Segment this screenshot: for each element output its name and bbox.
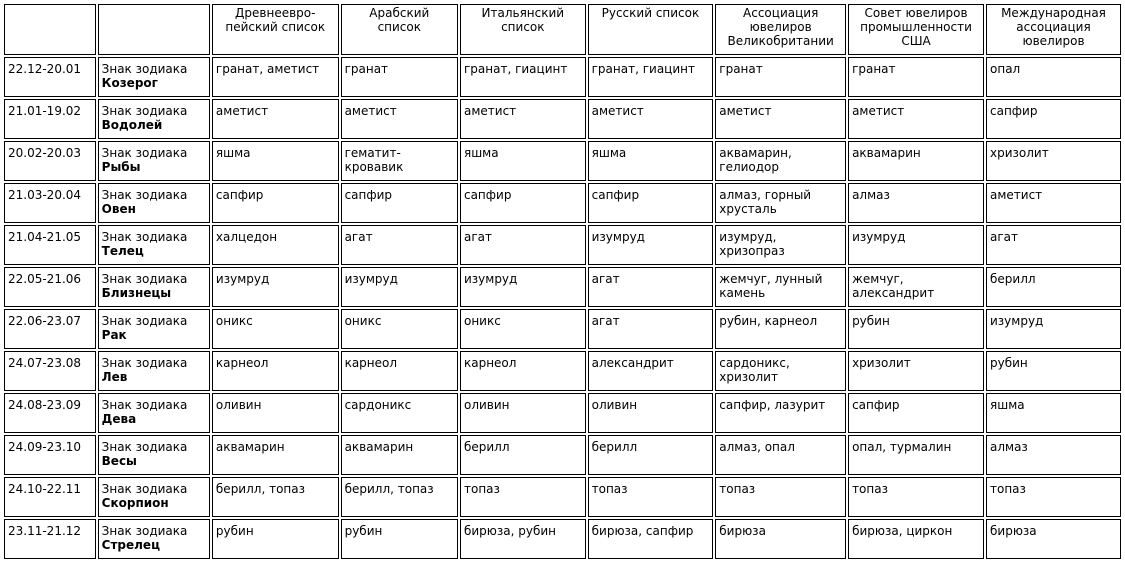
gemstone-cell: агат [341,225,458,265]
gemstone-cell: изумруд [341,267,458,307]
table-row [4,57,1121,97]
sign-name-label: Близнецы [101,286,172,300]
date-range-cell: 24.09-23.10 [4,435,96,475]
gemstone-cell: опал [986,57,1121,97]
sign-name-label: Овен [101,202,136,216]
gemstone-cell: аквамарин [341,435,458,475]
gemstone-cell: рубин [212,519,339,559]
gemstone-cell: агат [588,309,714,349]
table-row [4,225,1121,265]
sign-prefix-label: Знак зодиака [101,524,188,538]
gemstone-cell: оникс [460,309,586,349]
gemstone-cell: изумруд [460,267,586,307]
sign-prefix-label: Знак зодиака [101,230,188,244]
gemstone-cell: гематит- кровавик [341,141,458,181]
gemstone-cell: бирюза, сапфир [588,519,714,559]
table-row [4,477,1121,517]
gemstone-cell: оникс [212,309,339,349]
sign-name-label: Телец [101,244,144,258]
gemstone-cell: берилл, топаз [341,477,458,517]
gemstone-cell: берилл, топаз [212,477,339,517]
zodiac-gemstone-table [2,2,1123,561]
sign-prefix-label: Знак зодиака [101,482,188,496]
header-date-cell [4,4,96,55]
gemstone-cell: аметист [986,183,1121,223]
gemstone-cell: изумруд [986,309,1121,349]
sign-name-label: Скорпион [101,496,169,510]
gemstone-cell: берилл [986,267,1121,307]
sign-name-label: Рыбы [101,160,141,174]
gemstone-cell: рубин [986,351,1121,391]
gemstone-cell: топаз [460,477,586,517]
gemstone-cell: изумруд [588,225,714,265]
table-row [4,267,1121,307]
sign-prefix-label: Знак зодиака [101,146,188,160]
gemstone-cell: аквамарин, гелиодор [715,141,846,181]
header-us-jewelers-council: Совет ювелиров промышленности США [848,4,984,55]
gemstone-cell: гранат [715,57,846,97]
gemstone-cell: оливин [212,393,339,433]
gemstone-cell: бирюза [715,519,846,559]
zodiac-sign-cell [98,351,210,391]
table-row [4,393,1121,433]
header-uk-jewelers: Ассоциация ювелиров Великобритании [715,4,846,55]
sign-prefix-label: Знак зодиака [101,62,188,76]
gemstone-cell: берилл [588,435,714,475]
header-intl-jewelers: Международная ассоциация ювелиров [986,4,1121,55]
gemstone-cell: опал, турмалин [848,435,984,475]
header-sign-cell [98,4,210,55]
date-range-cell: 21.04-21.05 [4,225,96,265]
date-range-cell: 24.10-22.11 [4,477,96,517]
sign-prefix-label: Знак зодиака [101,356,188,370]
zodiac-sign-cell [98,435,210,475]
gemstone-cell: алмаз, горный хрусталь [715,183,846,223]
gemstone-cell: яшма [460,141,586,181]
gemstone-cell: сапфир, лазурит [715,393,846,433]
gemstone-cell: бирюза, рубин [460,519,586,559]
sign-prefix-label: Знак зодиака [101,440,188,454]
gemstone-cell: хризолит [848,351,984,391]
gemstone-cell: яшма [212,141,339,181]
gemstone-cell: халцедон [212,225,339,265]
gemstone-cell: алмаз [848,183,984,223]
date-range-cell: 24.08-23.09 [4,393,96,433]
gemstone-cell: сапфир [460,183,586,223]
gemstone-cell: хризолит [986,141,1121,181]
gemstone-cell: аметист [341,99,458,139]
date-range-cell: 22.06-23.07 [4,309,96,349]
gemstone-cell: аквамарин [848,141,984,181]
gemstone-cell: берилл [460,435,586,475]
date-range-cell: 21.03-20.04 [4,183,96,223]
sign-name-label: Рак [101,328,127,342]
gemstone-cell: изумруд [848,225,984,265]
gemstone-cell: оливин [460,393,586,433]
sign-prefix-label: Знак зодиака [101,188,188,202]
gemstone-cell: сардоникс [341,393,458,433]
gemstone-cell: алмаз [986,435,1121,475]
gemstone-cell: гранат [848,57,984,97]
sign-name-label: Водолей [101,118,163,132]
gemstone-cell: аметист [848,99,984,139]
gemstone-cell: гранат, аметист [212,57,339,97]
date-range-cell: 24.07-23.08 [4,351,96,391]
gemstone-cell: агат [588,267,714,307]
gemstone-cell: яшма [588,141,714,181]
date-range-cell: 22.05-21.06 [4,267,96,307]
table-row [4,183,1121,223]
sign-prefix-label: Знак зодиака [101,314,188,328]
gemstone-cell: гранат, гиацинт [460,57,586,97]
gemstone-cell: агат [986,225,1121,265]
table-header [4,4,1121,55]
gemstone-cell: оливин [588,393,714,433]
zodiac-sign-cell [98,225,210,265]
header-arabic-list: Арабский список [341,4,458,55]
sign-name-label: Лев [101,370,128,384]
gemstone-cell: изумруд, хризопраз [715,225,846,265]
gemstone-cell: изумруд [212,267,339,307]
header-russian-list: Русский список [588,4,714,55]
gemstone-cell: алмаз, опал [715,435,846,475]
zodiac-sign-cell [98,267,210,307]
gemstone-cell: сардоникс, хризолит [715,351,846,391]
gemstone-cell: аметист [460,99,586,139]
gemstone-cell: сапфир [341,183,458,223]
header-row [4,4,1121,55]
gemstone-cell: сапфир [986,99,1121,139]
gemstone-cell: аметист [715,99,846,139]
gemstone-cell: карнеол [212,351,339,391]
zodiac-sign-cell [98,183,210,223]
sign-prefix-label: Знак зодиака [101,272,188,286]
zodiac-sign-cell [98,309,210,349]
gemstone-cell: топаз [715,477,846,517]
gemstone-cell: яшма [986,393,1121,433]
gemstone-cell: жемчуг, александрит [848,267,984,307]
gemstone-cell: агат [460,225,586,265]
gemstone-cell: карнеол [341,351,458,391]
gemstone-cell: аметист [588,99,714,139]
gemstone-cell: оникс [341,309,458,349]
table-row [4,519,1121,559]
date-range-cell: 21.01-19.02 [4,99,96,139]
header-european-list: Древнеевро- пейский список [212,4,339,55]
gemstone-cell: топаз [588,477,714,517]
header-italian-list: Итальянский список [460,4,586,55]
table-row [4,309,1121,349]
date-range-cell: 22.12-20.01 [4,57,96,97]
gemstone-cell: гранат, гиацинт [588,57,714,97]
zodiac-sign-cell [98,477,210,517]
gemstone-cell: топаз [986,477,1121,517]
gemstone-cell: рубин [341,519,458,559]
table-row [4,99,1121,139]
gemstone-cell: аквамарин [212,435,339,475]
gemstone-cell: аметист [212,99,339,139]
gemstone-cell: жемчуг, лунный камень [715,267,846,307]
date-range-cell: 23.11-21.12 [4,519,96,559]
table-row [4,435,1121,475]
table-row [4,141,1121,181]
table-row [4,351,1121,391]
gemstone-cell: бирюза, циркон [848,519,984,559]
sign-prefix-label: Знак зодиака [101,398,188,412]
sign-name-label: Дева [101,412,137,426]
zodiac-sign-cell [98,57,210,97]
zodiac-sign-cell [98,519,210,559]
gemstone-cell: рубин [848,309,984,349]
sign-prefix-label: Знак зодиака [101,104,188,118]
table-body [4,57,1121,559]
sign-name-label: Весы [101,454,137,468]
gemstone-cell: рубин, карнеол [715,309,846,349]
gemstone-cell: сапфир [848,393,984,433]
gemstone-cell: топаз [848,477,984,517]
zodiac-sign-cell [98,99,210,139]
zodiac-sign-cell [98,141,210,181]
gemstone-cell: александрит [588,351,714,391]
date-range-cell: 20.02-20.03 [4,141,96,181]
gemstone-cell: сапфир [588,183,714,223]
gemstone-cell: карнеол [460,351,586,391]
zodiac-sign-cell [98,393,210,433]
gemstone-cell: гранат [341,57,458,97]
gemstone-cell: бирюза [986,519,1121,559]
sign-name-label: Стрелец [101,538,160,552]
gemstone-cell: сапфир [212,183,339,223]
sign-name-label: Козерог [101,76,158,90]
